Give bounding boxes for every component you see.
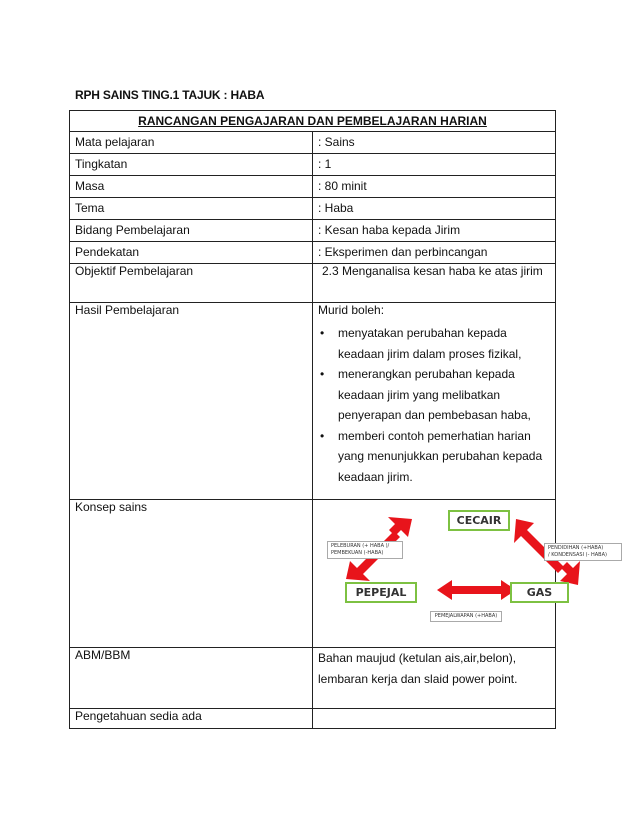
note-kondensasi-line2: / KONDENSASI (- HABA): [548, 552, 607, 558]
row-konsep: [70, 500, 556, 648]
document-title: RPH SAINS TING.1 TAJUK : HABA: [75, 88, 265, 102]
row-pengetahuan: [70, 709, 556, 729]
value-mata-pelajaran: : Sains: [313, 132, 556, 154]
label-bidang: Bidang Pembelajaran: [70, 220, 313, 242]
value-objektif: [313, 264, 556, 303]
note-pembekuan-line2: PEMBEKUAN (-HABA): [331, 550, 384, 556]
hasil-item: • menyatakan perubahan kepada keadaan jirim dalam proses fizikal,: [338, 323, 550, 364]
row-masa: [70, 176, 556, 198]
row-bidang: [70, 220, 556, 242]
state-pepejal: PEPEJAL: [345, 582, 417, 603]
row-hasil: [70, 303, 556, 500]
note-peleburan-line1: PELEBURAN (+ HABA )/: [331, 543, 390, 549]
label-tema: Tema: [70, 198, 313, 220]
label-pendekatan: Pendekatan: [70, 242, 313, 264]
objektif-text: 2.3 Menganalisa kesan haba ke atas jirim: [322, 264, 543, 278]
value-tema: : Haba: [313, 198, 556, 220]
row-mata-pelajaran: [70, 132, 556, 154]
label-pengetahuan: Pengetahuan sedia ada: [70, 709, 313, 729]
note-pendidihan-line1: PENDIDIHAN (+HABA): [548, 545, 604, 551]
arrow-pemejalwapan: [437, 580, 516, 600]
value-abm: Bahan maujud (ketulan ais,air,belon), lembaran kerja dan slaid power point.: [313, 648, 556, 709]
label-objektif: Objektif Pembelajaran: [70, 264, 313, 303]
row-tingkatan: [70, 154, 556, 176]
state-change-diagram: [324, 502, 638, 639]
table-header: RANCANGAN PENGAJARAN DAN PEMBELAJARAN HARIAN: [70, 111, 556, 132]
value-tingkatan: : 1: [313, 154, 556, 176]
value-pengetahuan: [313, 709, 556, 729]
label-mata-pelajaran: Mata pelajaran: [70, 132, 313, 154]
row-tema: [70, 198, 556, 220]
row-pendekatan: [70, 242, 556, 264]
lesson-plan-table: [69, 110, 607, 729]
state-gas: GAS: [510, 582, 569, 603]
value-masa: : 80 minit: [313, 176, 556, 198]
label-konsep: Konsep sains: [70, 500, 313, 648]
table-header-row: [70, 111, 556, 132]
row-objektif: [70, 264, 556, 303]
label-abm: ABM/BBM: [70, 648, 313, 709]
value-pendekatan: : Eksperimen dan perbincangan: [313, 242, 556, 264]
hasil-list: [318, 323, 550, 487]
value-hasil: [313, 303, 556, 500]
label-masa: Masa: [70, 176, 313, 198]
note-pemejalwapan: PEMEJALWAPAN (+HABA): [430, 611, 502, 622]
note-peleburan: [327, 541, 403, 559]
row-abm: [70, 648, 556, 709]
hasil-intro: Murid boleh:: [318, 303, 385, 317]
hasil-item: • menerangkan perubahan kepada keadaan jirim yang melibatkan penyerapan dan pembebasan haba,: [338, 364, 550, 426]
state-cecair: CECAIR: [448, 510, 510, 531]
label-tingkatan: Tingkatan: [70, 154, 313, 176]
label-hasil: Hasil Pembelajaran: [70, 303, 313, 500]
value-bidang: : Kesan haba kepada Jirim: [313, 220, 556, 242]
note-pendidihan: [544, 543, 622, 561]
value-konsep: [313, 500, 607, 648]
hasil-item: • memberi contoh pemerhatian harian yang menunjukkan perubahan kepada keadaan jirim.: [338, 426, 550, 488]
